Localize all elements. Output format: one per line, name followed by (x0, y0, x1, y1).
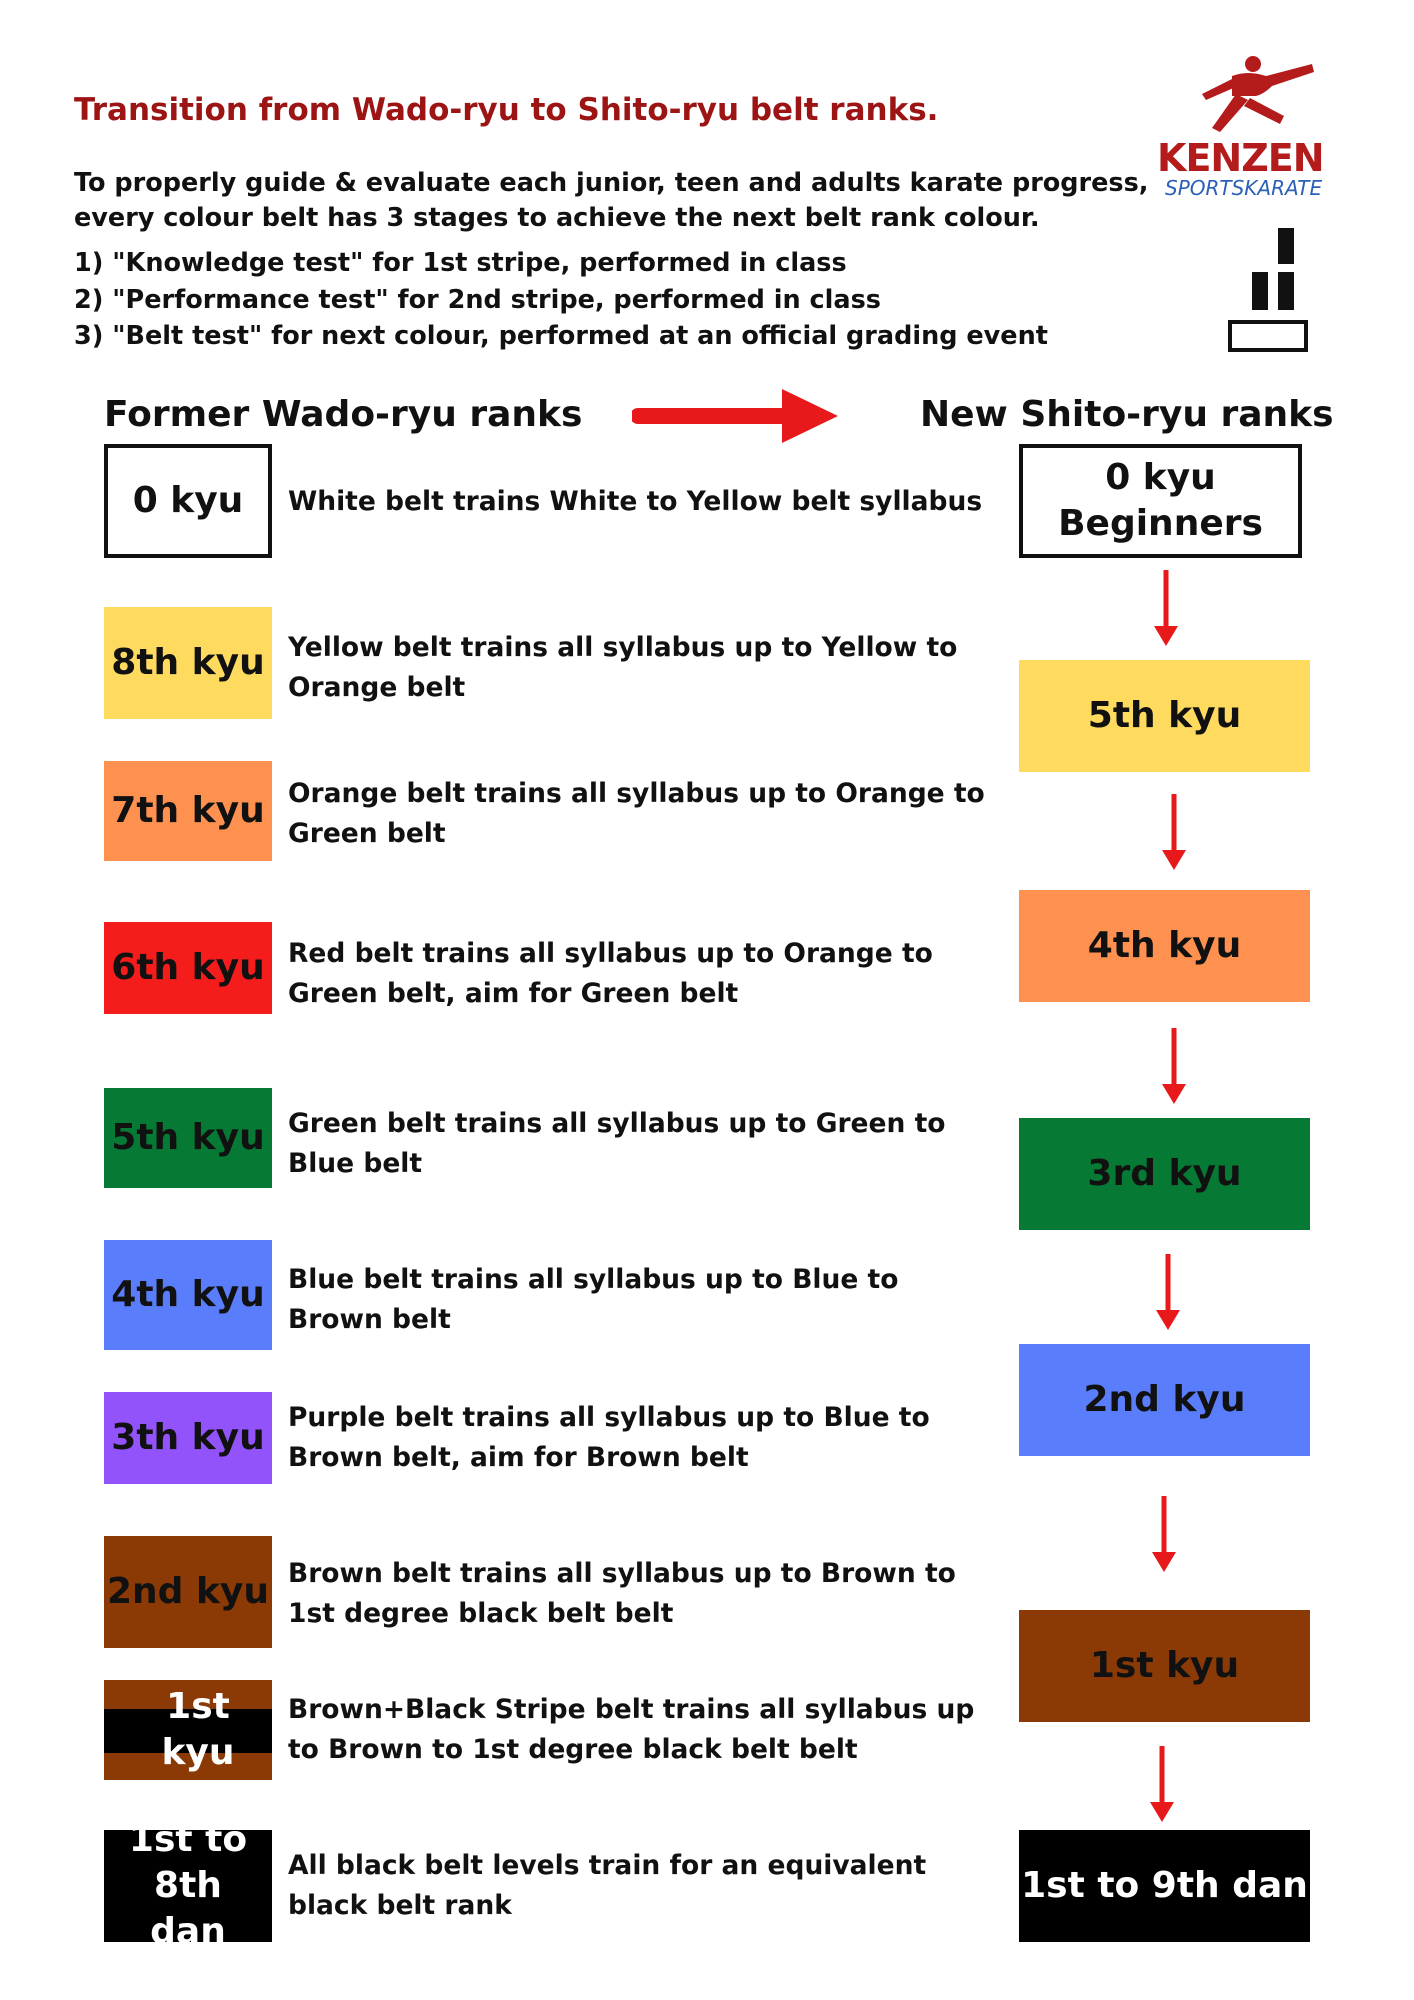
former-rank-box-striped: 1st kyu (104, 1680, 272, 1780)
rank-description: Brown+Black Stripe belt trains all syllabus up to Brown to 1st degree black belt belt (288, 1694, 975, 1765)
former-ranks-heading: Former Wado-ryu ranks (104, 394, 583, 435)
new-rank-box: 1st kyu (1019, 1610, 1310, 1722)
karate-kicker-icon (1172, 54, 1322, 134)
rank-description: Orange belt trains all syllabus up to Orange to Green belt (288, 778, 985, 849)
rank-description: Brown belt trains all syllabus up to Brown to 1st degree black belt belt (288, 1558, 956, 1629)
rank-description: White belt trains White to Yellow belt syllabus (288, 486, 983, 517)
logo-wordmark: KENZEN (1157, 136, 1324, 180)
step-2: 2) "Performance test" for 2nd stripe, performed in class (74, 284, 881, 315)
logo-subtitle: SPORTSKARATE (1165, 176, 1323, 200)
step-1: 1) "Knowledge test" for 1st stripe, performed in class (74, 248, 847, 278)
rank-description: Green belt trains all syllabus up to Green to Blue belt (288, 1108, 946, 1179)
down-arrow-icon (1156, 1254, 1180, 1330)
rank-description: Yellow belt trains all syllabus up to Yellow to Orange belt (288, 632, 958, 703)
rank-description: Red belt trains all syllabus up to Orange to Green belt, aim for Green belt (288, 938, 933, 1009)
new-rank-box: 3rd kyu (1019, 1118, 1310, 1230)
former-rank-box: 2nd kyu (104, 1536, 272, 1648)
right-arrow-icon (632, 385, 838, 447)
former-rank-box: 6th kyu (104, 922, 272, 1014)
page-title: Transition from Wado-ryu to Shito-ryu belt ranks. (74, 92, 939, 128)
test-steps (74, 245, 1048, 355)
new-rank-box: 5th kyu (1019, 660, 1310, 772)
former-rank-box: 0 kyu (104, 444, 272, 558)
new-rank-box: 4th kyu (1019, 890, 1310, 1002)
new-ranks-heading: New Shito-ryu ranks (920, 394, 1334, 435)
down-arrow-icon (1150, 1746, 1174, 1822)
new-rank-box: 0 kyu Beginners (1019, 444, 1302, 558)
down-arrow-icon (1162, 1028, 1186, 1104)
former-rank-box: 8th kyu (104, 607, 272, 719)
rank-description: Blue belt trains all syllabus up to Blue to Brown belt (288, 1264, 899, 1335)
down-arrow-icon (1154, 570, 1178, 646)
new-rank-box: 1st to 9th dan (1019, 1830, 1310, 1942)
intro-text: To properly guide & evaluate each junior, teen and adults karate progress, every colour belt has 3 stages to achieve the next belt rank colour. (74, 168, 1149, 233)
step-3: 3) "Belt test" for next colour, performed at an official grading event (74, 321, 1048, 351)
kenzen-logo (1140, 54, 1340, 199)
new-rank-box: 2nd kyu (1019, 1344, 1310, 1456)
former-rank-box: 7th kyu (104, 761, 272, 861)
down-arrow-icon (1152, 1496, 1176, 1572)
rank-description: All black belt levels train for an equivalent black belt rank (288, 1850, 927, 1921)
former-rank-box: 4th kyu (104, 1240, 272, 1350)
former-rank-box: 5th kyu (104, 1088, 272, 1188)
down-arrow-icon (1162, 794, 1186, 870)
former-rank-box: 1st to 8th dan (104, 1830, 272, 1942)
podium-icon (1228, 228, 1308, 352)
former-rank-box: 3th kyu (104, 1392, 272, 1484)
rank-description: Purple belt trains all syllabus up to Blue to Brown belt, aim for Brown belt (288, 1402, 930, 1473)
